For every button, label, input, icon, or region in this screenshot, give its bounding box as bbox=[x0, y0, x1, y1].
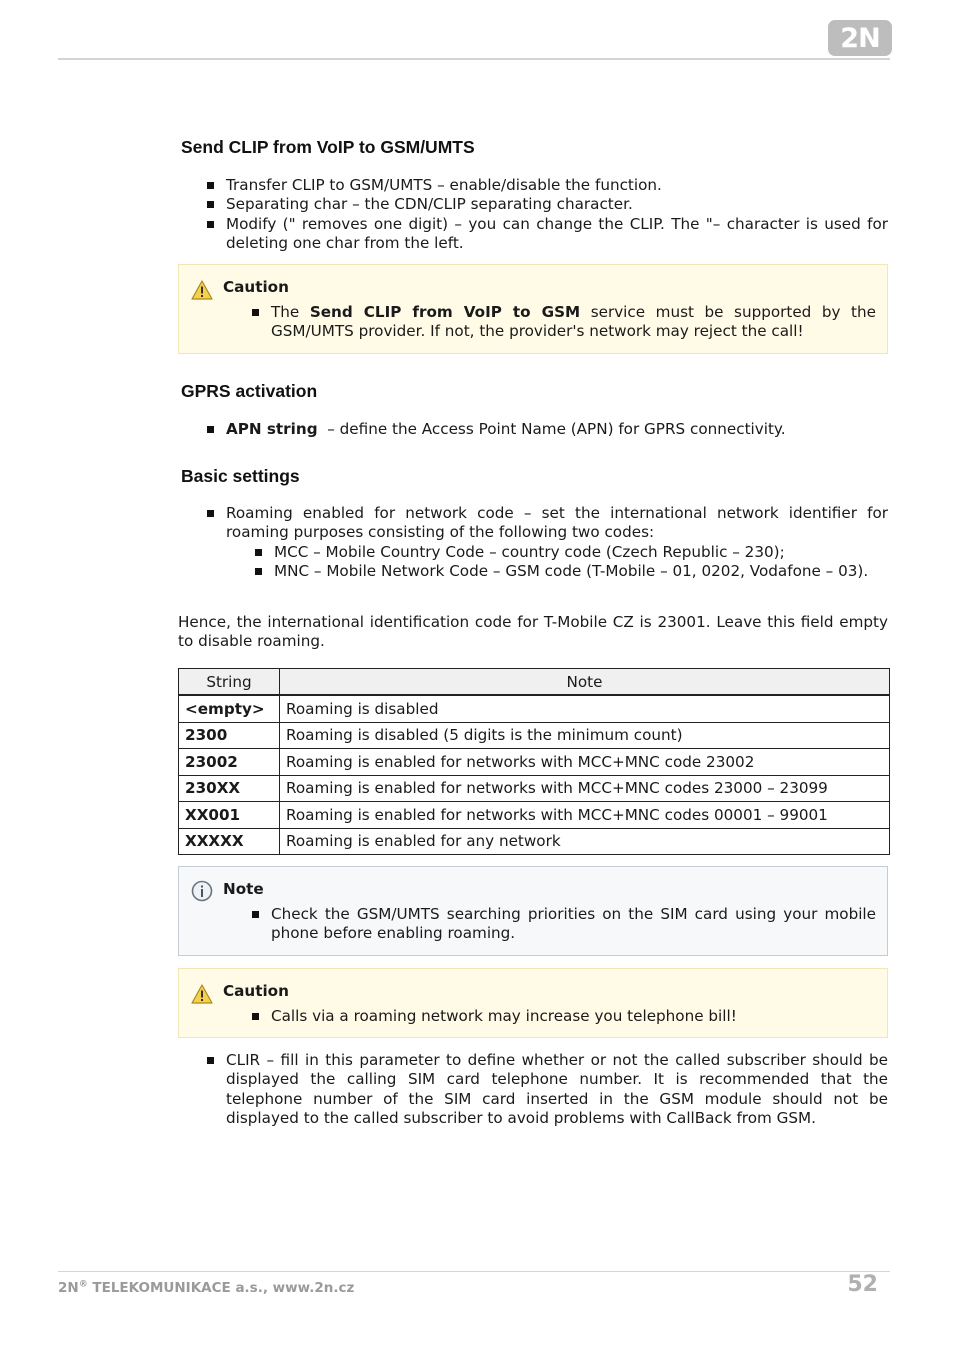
list-item: Check the GSM/UMTS searching priorities on the SIM card using your mobile phone before enabling roaming. bbox=[252, 905, 876, 944]
cell-note: Roaming is enabled for any network bbox=[280, 828, 890, 855]
cell-string: <empty> bbox=[179, 695, 280, 722]
cell-string: XX001 bbox=[179, 802, 280, 829]
cell-note: Roaming is disabled bbox=[280, 695, 890, 722]
warning-icon bbox=[191, 984, 213, 1004]
list-item: Calls via a roaming network may increase you telephone bill! bbox=[252, 1007, 876, 1026]
caution-title: Caution bbox=[223, 278, 289, 296]
cell-string: 230XX bbox=[179, 775, 280, 802]
info-icon bbox=[191, 880, 213, 902]
caution-title: Caution bbox=[223, 982, 289, 1000]
clir-list bbox=[207, 1051, 888, 1128]
list-item: The Send CLIP from VoIP to GSM service must be supported by the GSM/UMTS provider. If not, the provider's network may reject the call! bbox=[252, 303, 876, 342]
table-header-row bbox=[179, 669, 890, 696]
cell-string: 2300 bbox=[179, 722, 280, 749]
section-title-gprs: GPRS activation bbox=[181, 381, 318, 401]
note-list bbox=[252, 905, 876, 944]
brand-logo: 2N bbox=[828, 20, 892, 56]
caution-list bbox=[252, 303, 876, 342]
list-item: Roaming enabled for network code – set the international network identifier for roaming purposes consisting of the following two codes: bbox=[207, 504, 888, 543]
warning-icon bbox=[191, 280, 213, 300]
note-title: Note bbox=[223, 880, 264, 898]
table-row bbox=[179, 828, 890, 855]
header-divider bbox=[58, 58, 890, 60]
list-item: Modify (" removes one digit) – you can change the CLIP. The "– character is used for deleting one char from the left. bbox=[207, 215, 888, 254]
column-header-string: String bbox=[179, 669, 280, 696]
cell-note: Roaming is enabled for networks with MCC+MNC code 23002 bbox=[280, 749, 890, 776]
cell-note: Roaming is disabled (5 digits is the minimum count) bbox=[280, 722, 890, 749]
note-box bbox=[178, 866, 888, 956]
footer-divider bbox=[58, 1271, 890, 1272]
table-row bbox=[179, 722, 890, 749]
footer-company: 2N® TELEKOMUNIKACE a.s., www.2n.cz bbox=[58, 1279, 355, 1296]
section-title-basic-settings: Basic settings bbox=[181, 466, 300, 486]
cell-string: XXXXX bbox=[179, 828, 280, 855]
list-item: Separating char – the CDN/CLIP separating character. bbox=[207, 195, 888, 214]
send-clip-list bbox=[207, 176, 888, 253]
table-row bbox=[179, 695, 890, 722]
roaming-paragraph: Hence, the international identification code for T-Mobile CZ is 23001. Leave this field empty to disable roaming. bbox=[178, 613, 888, 651]
list-item: APN string – define the Access Point Name (APN) for GPRS connectivity. bbox=[207, 420, 888, 439]
table-row bbox=[179, 749, 890, 776]
cell-note: Roaming is enabled for networks with MCC+MNC codes 23000 – 23099 bbox=[280, 775, 890, 802]
list-item: CLIR – fill in this parameter to define whether or not the called subscriber should be displayed the calling SIM card telephone number. It is recommended that the telephone number of the SIM card inserted in the GSM module should not be displayed to the called subscriber to avoid problems with CallBack from GSM. bbox=[207, 1051, 888, 1128]
list-item: MCC – Mobile Country Code – country code (Czech Republic – 230); bbox=[255, 543, 888, 562]
section-title-send-clip: Send CLIP from VoIP to GSM/UMTS bbox=[181, 137, 475, 157]
page-number: 52 bbox=[847, 1272, 878, 1297]
list-item: Transfer CLIP to GSM/UMTS – enable/disable the function. bbox=[207, 176, 888, 195]
basic-settings-list bbox=[207, 504, 888, 543]
cell-string: 23002 bbox=[179, 749, 280, 776]
roaming-codes-table bbox=[178, 668, 890, 855]
gprs-list bbox=[207, 420, 888, 439]
list-item: MNC – Mobile Network Code – GSM code (T-Mobile – 01, 0202, Vodafone – 03). bbox=[255, 562, 888, 581]
caution-box bbox=[178, 264, 888, 354]
column-header-note: Note bbox=[280, 669, 890, 696]
table-row bbox=[179, 775, 890, 802]
cell-note: Roaming is enabled for networks with MCC+MNC codes 00001 – 99001 bbox=[280, 802, 890, 829]
caution-box-roaming bbox=[178, 968, 888, 1038]
table-row bbox=[179, 802, 890, 829]
caution-list bbox=[252, 1007, 876, 1026]
roaming-code-list bbox=[255, 543, 888, 582]
